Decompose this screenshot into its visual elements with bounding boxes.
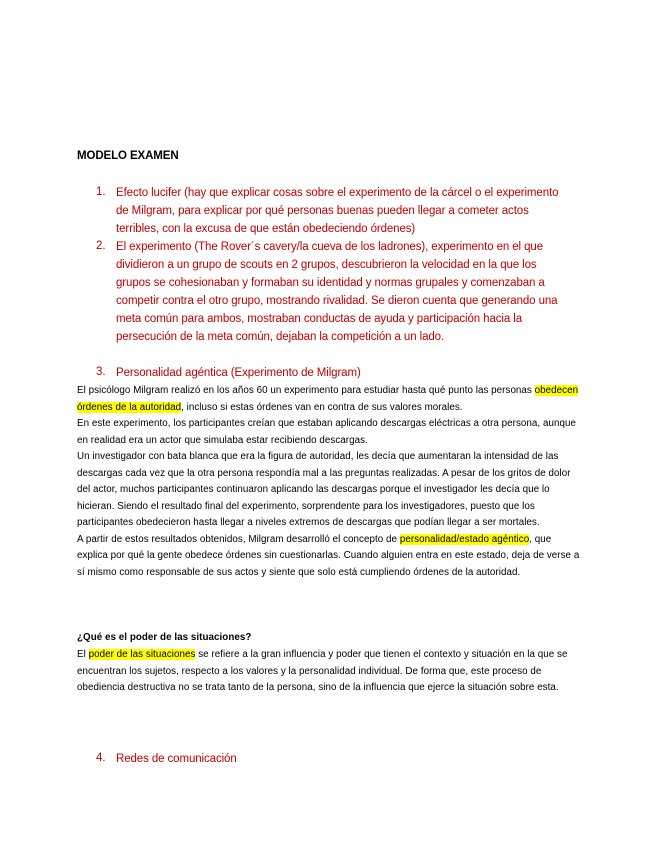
body-section-situations [77,647,582,697]
highlight-agentic: personalidad/estado agéntico [399,533,530,545]
paragraph-investigator: Un investigador con bata blanca que era la figura de autoridad, les decía que aumentaran la intensidad de las descargas cada vez que la otra persona respondía mal a las preguntas realizadas. A pesar de los gritos de dolor del actor, muchos participantes continuaron aplicando las descargas porque el investigador les decía que lo hicieran. Siendo el resultado final del experimento, sorprendente para los investigadores, puesto que los participantes obedecieron hasta llegar a niveles extremos de descargas que podían llegar a ser mortales. [77,451,571,528]
paragraph-situations: El poder de las situaciones se refiere a la gran influencia y poder que tienen el contexto y situación en la que se encuentran los sujetos, respecto a los valores y la personalidad individual. De forma que, este proceso de obediencia destructiva no se trata tanto de la persona, sino de la influencia que ejerce la situación sobre esta. [77,649,568,693]
paragraph-milgram-intro: El psicólogo Milgram realizó en los años 60 un experimento para estudiar hasta qué punto las personas obedecen órdenes de la autoridad, incluso si estas órdenes van en contra de sus valores morales. [77,385,579,413]
list-number-3: 3. [96,366,106,378]
highlight-obedecen: obedecen órdenes de la autoridad [77,385,579,413]
highlight-situations: poder de las situaciones [88,649,196,660]
list-number-1: 1. [96,186,106,198]
list-item-4-text: Redes de comunicación [116,753,237,765]
list-number-4: 4. [96,752,106,764]
document-title: MODELO EXAMEN [77,150,179,162]
paragraph-agentic: A partir de estos resultados obtenidos, Milgram desarrolló el concepto de personalidad/estado agéntico, que explica por qué la gente obedece órdenes sin cuestionarlas. Cuando alguien entra en este estado, deja de verse a sí mismo como responsable de sus actos y siente que solo está cumpliendo órdenes de la autoridad. [77,533,580,578]
list-number-2: 2. [96,240,106,252]
body-section-milgram [77,383,582,581]
list-item-3-text: Personalidad agéntica (Experimento de Milgram) [116,367,361,379]
question-heading: ¿Qué es el poder de las situaciones? [77,632,252,643]
list-item-2-text: El experimento (The Rover´s cavery/la cueva de los ladrones), experimento en el que dividieron a un grupo de scouts en 2 grupos, descubrieron la velocidad en la que los grupos se cohesionaban y formaban su identidad y normas grupales y comenzaban a competir contra el otro grupo, mostrando rivalidad. Se dieron cuenta que generando una meta común para ambos, mostraban conductas de ayuda y participación hacia la persecución de la meta común, dejaban la competición a un lado. [116,241,558,343]
list-item-1-text: Efecto lucifer (hay que explicar cosas sobre el experimento de la cárcel o el experimento de Milgram, para explicar por qué personas buenas pueden llegar a cometer actos terribles, con la excusa de que están obedeciendo órdenes) [116,187,559,235]
paragraph-experiment: En este experimento, los participantes creían que estaban aplicando descargas eléctricas a otra persona, aunque en realidad era un actor que simulaba estar recibiendo descargas. [77,418,576,446]
